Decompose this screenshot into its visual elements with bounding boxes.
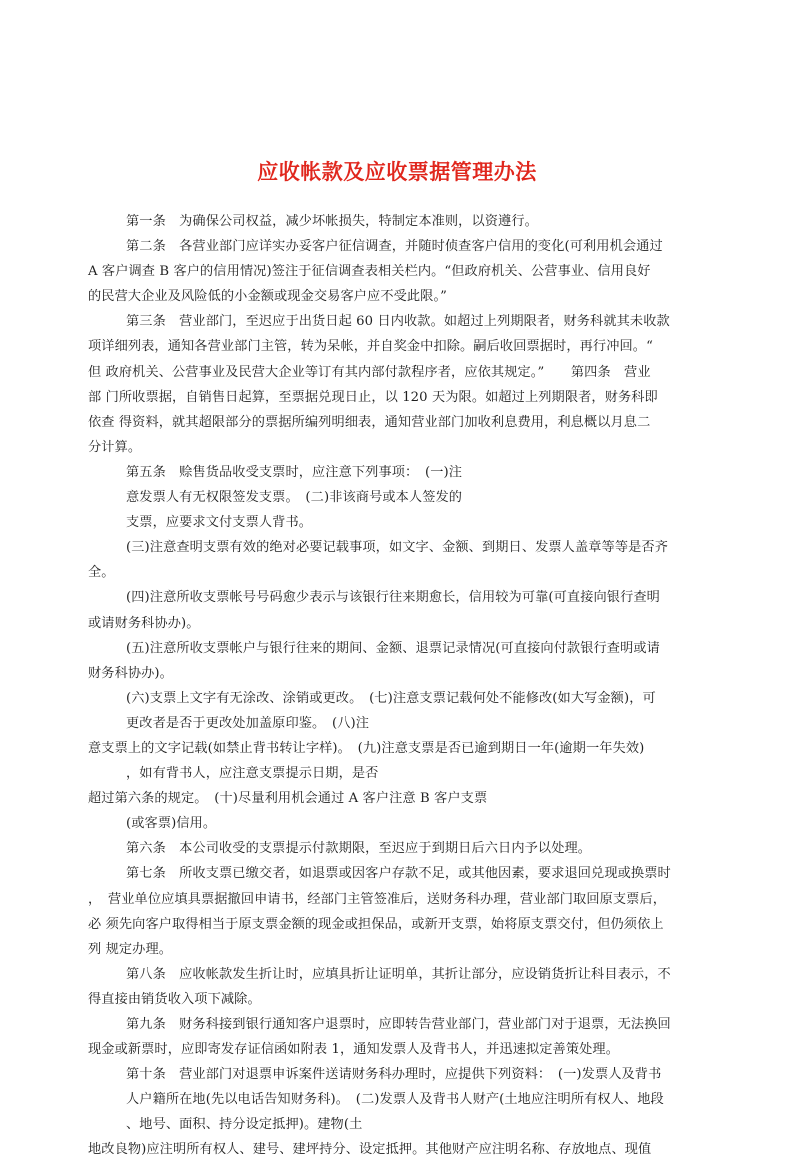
document-line: 分计算。: [88, 439, 142, 455]
document-line: (或客票)信用。: [126, 816, 217, 832]
document-line: 依查 得资料，就其超限部分的票据所编列明细表，通知营业部门加收利息费用，利息概以月息二: [88, 414, 651, 430]
document-line: ，如有背书人，应注意支票提示日期，是否: [126, 766, 379, 782]
document-line: 更改者是否于更改处加盖原印鉴。 (八)注: [126, 715, 370, 731]
document-line: 部 门所收票据，自销售日起算，至票据兑现日止，以 120 天为限。如超过上列期限者，财务科即: [88, 389, 658, 405]
document-line: 第九条 财务科接到银行通知客户退票时，应即转告营业部门，营业部门对于退票，无法换回: [126, 1017, 671, 1032]
document-line: 第三条 营业部门，至迟应于出货日起 60 日内收款。如超过上列期限者，财务科就其未收款: [126, 314, 670, 330]
document-line: (四)注意所收支票帐号号码愈少表示与该银行往来期愈长，信用较为可靠(可直接向银行查明: [126, 590, 660, 606]
document-line: 人户籍所在地(先以电话告知财务科)。 (二)发票人及背书人财产(土地应注明所有权人、地段: [126, 1092, 664, 1108]
document-line: 项详细列表，通知各营业部门主管，转为呆帐，并自奖金中扣除。嗣后收回票据时，再行冲回。“: [88, 339, 653, 355]
document-line: 全。: [88, 565, 115, 581]
document-line: 超过第六条的规定。 (十)尽量利用机会通过 A 客户注意 B 客户支票: [88, 791, 488, 807]
document-line: 第七条 所收支票已缴交者，如退票或因客户存款不足，或其他因素，要求退回兑现或换票时: [126, 866, 671, 882]
document-line: 意支票上的文字记载(如禁止背书转让字样)。 (九)注意支票是否已逾到期日一年(逾期一年失效): [88, 740, 645, 756]
document-body: [88, 209, 708, 1163]
page-title: 应收帐款及应收票据管理办法: [257, 160, 537, 184]
document-line: 第一条 为确保公司权益，减少坏帐损失，特制定本准则，以资遵行。: [126, 214, 538, 229]
document-line: 第十条 营业部门对退票申诉案件送请财务科办理时，应提供下列资料： (一)发票人及背书: [126, 1067, 662, 1083]
document-line: 意发票人有无权限签发支票。 (二)非该商号或本人签发的: [126, 490, 463, 506]
document-line: (五)注意所收支票帐户与银行往来的期间、金额、退票记录情况(可直接向付款银行查明或请: [126, 640, 660, 656]
document-line: 第六条 本公司收受的支票提示付款期限，至迟应于到期日后六日内予以处理。: [126, 841, 592, 857]
document-line: 但 政府机关、公营事业及民营大企业等订有其内部付款程序者，应依其规定。” 第四条 营业: [88, 364, 651, 380]
document-line: 必 须先向客户取得相当于原支票金额的现金或担保品，或新开支票，始将原支票交付，但仍须依上: [88, 916, 664, 932]
document-line: 第八条 应收帐款发生折让时，应填具折让证明单，其折让部分，应设销货折让科目表示，不: [126, 966, 671, 982]
document-line: 、地号、面积、持分设定抵押)。建物(土: [126, 1117, 363, 1133]
document-line: (三)注意查明支票有效的绝对必要记载事项，如文字、金额、到期日、发票人盖章等等是否齐: [126, 540, 668, 556]
document-line: 的民营大企业及风险低的小金额或现金交易客户应不受此限。”: [88, 289, 448, 305]
document-line: 列 规定办理。: [88, 941, 173, 957]
document-line: 得直接由销货收入项下减除。: [88, 991, 261, 1007]
document-line: 现金或新票时，应即寄发存证信函如附表 1，通知发票人及背书人，并迅速拟定善策处理。: [88, 1042, 619, 1058]
document-line: 财务科协办)。: [88, 665, 173, 681]
document-line: (六)支票上文字有无涂改、涂销或更改。 (七)注意支票记载何处不能修改(如大写金额)，可: [126, 690, 656, 706]
document-line: 第五条 赊售货品收受支票时，应注意下列事项： (一)注: [126, 464, 463, 480]
document-line: A 客户调查 B 客户的信用情况)签注于征信调查表相关栏内。“但政府机关、公营事业、信用良好: [88, 264, 651, 280]
document-line: 第二条 各营业部门应详实办妥客户征信调查，并随时侦查客户信用的变化(可利用机会通过: [126, 239, 663, 255]
document-line: 支票，应要求文付支票人背书。: [126, 515, 313, 531]
document-line: 地改良物)应注明所有权人、建号、建坪持分、设定抵押。其他财产应注明名称、存放地点、现值: [88, 1142, 652, 1158]
document-line: 或请财务科协办)。: [88, 615, 200, 631]
document-line: ， 营业单位应填具票据撤回申请书，经部门主管签准后，送财务科办理，营业部门取回原支票后，: [88, 891, 667, 907]
